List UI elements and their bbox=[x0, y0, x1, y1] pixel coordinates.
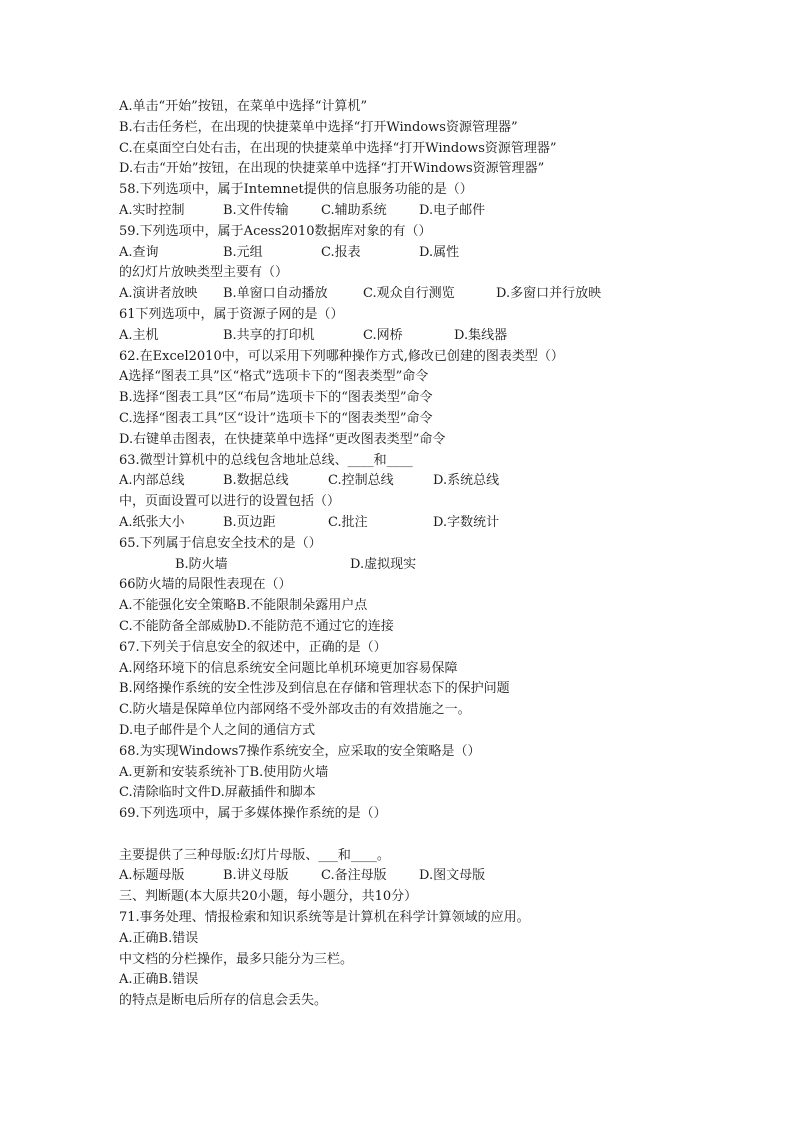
exam-content bbox=[119, 97, 759, 1012]
option-row bbox=[119, 284, 759, 305]
option-item: B.页边距 bbox=[223, 514, 276, 530]
option-item: D.图文母版 bbox=[419, 868, 486, 884]
option-item: A.演讲者放映 bbox=[119, 286, 198, 302]
option-item: C.控制总线 bbox=[328, 473, 394, 489]
option-item: B.共享的打印机 bbox=[223, 327, 315, 343]
text-line: A.不能强化安全策略B.不能限制朵露用户点 bbox=[119, 598, 368, 614]
option-item: D.集线器 bbox=[454, 327, 508, 343]
text-line: 62.在Excel2010中，可以采用下列哪种操作方式,修改已创建的图表类型（） bbox=[119, 348, 564, 364]
text-line: A.网络环境下的信息系统安全问题比单机环境更加容易保障 bbox=[119, 660, 458, 676]
text-line: A.更新和安装系统补丁B.使用防火墙 bbox=[119, 764, 329, 780]
option-item: C.网桥 bbox=[363, 327, 403, 343]
text-line: C.选择“图表工具”区“设计”选项卡下的“图表类型”命令 bbox=[119, 410, 433, 426]
option-item: D.虚拟现实 bbox=[350, 556, 417, 572]
option-item: D.字数统计 bbox=[433, 514, 500, 530]
option-item: A.查询 bbox=[119, 244, 159, 260]
text-line: 63.微型计算机中的总线包含地址总线、____和____ bbox=[119, 452, 413, 468]
option-item: C.报表 bbox=[321, 244, 361, 260]
text-line: B.选择“图表工具”区“布局”选项卡下的“图表类型”命令 bbox=[119, 390, 433, 406]
text-line: A.单击“开始”按钮，在菜单中选择“计算机” bbox=[119, 99, 368, 114]
option-item: B.单窗口自动播放 bbox=[223, 286, 328, 302]
text-line: 主要提供了三种母版:幻灯片母版、___和____。 bbox=[119, 847, 390, 863]
option-item: A.标题母版 bbox=[119, 868, 185, 884]
text-line: A.正确B.错误 bbox=[119, 972, 199, 988]
option-item: B.讲义母版 bbox=[223, 868, 289, 884]
option-row bbox=[119, 326, 759, 347]
option-item: C.备注母版 bbox=[321, 868, 387, 884]
text-line: 59.下列选项中，属于Acess2010数据库对象的有（） bbox=[119, 223, 432, 239]
text-line: 61下列选项中，属于资源子网的是（） bbox=[119, 306, 344, 322]
option-item: A.实时控制 bbox=[119, 202, 185, 218]
option-item: C.辅助系统 bbox=[321, 202, 387, 218]
text-line: D.右键单击图表，在快捷菜单中选择“更改图表类型”命令 bbox=[119, 431, 446, 447]
option-item bbox=[119, 555, 175, 576]
option-item: A.主机 bbox=[119, 327, 159, 343]
option-item: D.属性 bbox=[419, 244, 460, 260]
text-line: 的特点是断电后所存的信息会丢失。 bbox=[119, 993, 328, 1009]
option-row bbox=[119, 513, 759, 534]
text-line: B.网络操作系统的安全性涉及到信息在存储和管理状态下的保护问题 bbox=[119, 681, 510, 697]
text-line: C.防火墙是保障单位内部网络不受外部攻击的有效措施之一。 bbox=[119, 702, 471, 718]
option-item: B.元组 bbox=[223, 244, 263, 260]
text-line: D.电子邮件是个人之间的通信方式 bbox=[119, 722, 316, 738]
option-row bbox=[119, 866, 759, 887]
text-line: 69.下列选项中，属于多媒体操作系统的是（） bbox=[119, 806, 387, 822]
text-line: 中，页面设置可以进行的设置包括（） bbox=[119, 494, 341, 510]
text-line: C.清除临时文件D.屏蔽插件和脚本 bbox=[119, 785, 316, 801]
text-line: 65.下列属于信息安全技术的是（） bbox=[119, 535, 322, 551]
option-item: A.纸张大小 bbox=[119, 514, 185, 530]
option-item: C.批注 bbox=[328, 514, 368, 530]
option-row bbox=[119, 243, 759, 264]
text-line: 68.为实现Windows7操作系统安全，应采取的安全策略是（） bbox=[119, 743, 481, 759]
text-line: C.不能防备全部威胁D.不能防范不通过它的连接 bbox=[119, 618, 394, 634]
text-line: 67.下列关于信息安全的叙述中，正确的是（） bbox=[119, 639, 387, 655]
option-item: D.多窗口并行放映 bbox=[496, 286, 602, 302]
option-row bbox=[119, 201, 759, 222]
option-row bbox=[119, 471, 759, 492]
text-line: D.右击“开始”按钮，在出现的快捷菜单中选择“打开Windows资源管理器” bbox=[119, 161, 545, 177]
text-line: A.正确B.错误 bbox=[119, 930, 199, 946]
text-line bbox=[119, 825, 759, 846]
option-item: C.观众自行测览 bbox=[363, 286, 455, 302]
text-line: 66防火墙的局限性表现在（） bbox=[119, 577, 292, 593]
text-line: 的幻灯片放映类型主要有（） bbox=[119, 265, 289, 281]
text-line: B.右击任务栏，在出现的快捷菜单中选择“打开Windows资源管理器” bbox=[119, 119, 518, 135]
option-item: D.系统总线 bbox=[433, 473, 500, 489]
option-item: B.防火墙 bbox=[175, 556, 228, 572]
text-line: 三、判断题(本大原共20小题，每小题分，共10分） bbox=[119, 889, 418, 905]
option-item: D.电子邮件 bbox=[419, 202, 486, 218]
text-line: 71.事务处理、情报检索和知识系统等是计算机在科学计算领域的应用。 bbox=[119, 910, 530, 926]
text-line: 中文档的分栏操作，最多只能分为三栏。 bbox=[119, 951, 354, 967]
option-item: A.内部总线 bbox=[119, 473, 185, 489]
option-item: B.文件传输 bbox=[223, 202, 289, 218]
text-line: 58.下列选项中，属于Intemnet提供的信息服务功能的是（） bbox=[119, 182, 473, 198]
text-line: C.在桌面空白处右击，在出现的快捷菜单中选择“打开Windows资源管理器” bbox=[119, 140, 557, 156]
option-item: B.数据总线 bbox=[223, 473, 289, 489]
text-line: A选择“图表工具”区“格式”选项卡下的“图表类型”命令 bbox=[119, 369, 429, 385]
option-row bbox=[119, 555, 759, 576]
